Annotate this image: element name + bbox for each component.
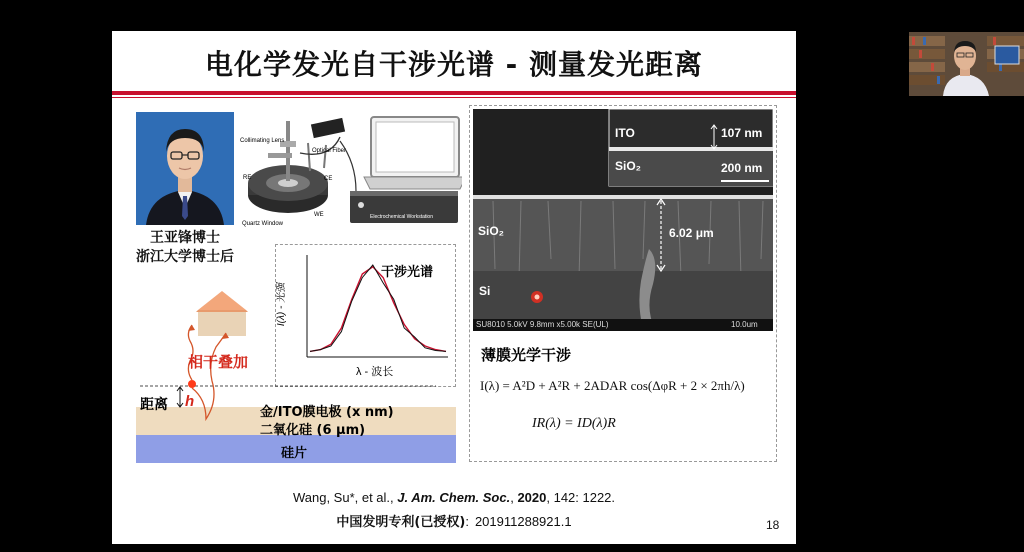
sem-sio2-label: SiO₂ (478, 224, 505, 238)
citation (112, 490, 796, 505)
presentation-slide (112, 31, 796, 544)
slide-title: 电化学发光自干涉光谱 - 测量发光距离 (204, 48, 704, 81)
label-ce: CE (324, 176, 333, 182)
spectrum-title: 干涉光谱 (381, 265, 434, 280)
label-optical-fiber: Optical Fiber (312, 148, 347, 154)
webcam-thumbnail[interactable] (909, 32, 1024, 96)
label-we: WE (314, 212, 324, 218)
sem-ito-thickness: 107 nm (721, 126, 763, 140)
label-collimating-lens: Collimating Lens (240, 138, 285, 144)
distance-label: 距离 (140, 397, 168, 413)
sem-image (473, 109, 773, 331)
sem-meta: SU8010 5.0kV 9.8mm x5.00k SE(UL) (476, 320, 609, 329)
citation-journal: J. Am. Chem. Soc. (397, 490, 511, 505)
label-quartz-window: Quartz Window (242, 221, 284, 227)
person-affiliation: 浙江大学博士后 (136, 249, 234, 265)
citation-authors: Wang, Su*, et al., (292, 490, 398, 505)
sem-inset-sio2: SiO₂ (615, 159, 642, 173)
citation-sep: , (510, 490, 518, 505)
sem-inset-scale: 200 nm (721, 161, 763, 175)
layer-schematic (136, 279, 458, 463)
portrait-photo (136, 112, 234, 225)
spectrum-xlabel: λ - 波长 (356, 366, 394, 378)
patent-label: 中国发明专利(已授权) (336, 515, 466, 530)
citation-rest: , 142: 1222. (546, 490, 616, 505)
patent-number: 201911288921.1 (474, 514, 572, 529)
film-equation-2: IR(λ) = ID(λ)R (532, 416, 616, 431)
layer-silicon: 硅片 (281, 446, 308, 461)
spectrum-ylabel: I(λ) - 光强 (276, 282, 288, 327)
patent (112, 511, 796, 530)
apparatus-illustration (240, 113, 462, 231)
page-number: 18 (766, 518, 780, 532)
sem-si-label: Si (479, 284, 491, 298)
sem-ito-label: ITO (615, 126, 635, 140)
sem-scale: 10.0um (731, 320, 758, 329)
layer-sio2: 二氧化硅 (6 μm) (260, 423, 366, 438)
film-title: 薄膜光学干涉 (481, 346, 572, 364)
layer-electrode: 金/ITO膜电极 (x nm) (260, 405, 394, 420)
title-divider (112, 91, 796, 95)
label-workstation: Electrochemical Workstation (370, 214, 433, 220)
citation-year: 2020 (517, 490, 547, 505)
label-re: RE (243, 175, 252, 181)
h-label: h (185, 393, 195, 410)
sem-thickness: 6.02 μm (669, 226, 714, 240)
person-name: 王亚锋博士 (150, 230, 220, 246)
patent-colon: : (465, 514, 469, 529)
film-equation-1: I(λ) = A²D + A²R + 2ADAR cos(ΔφR + 2 × 2πh/λ) (480, 378, 745, 393)
title-divider-thin (112, 97, 796, 98)
interference-label: 相干叠加 (188, 353, 249, 371)
